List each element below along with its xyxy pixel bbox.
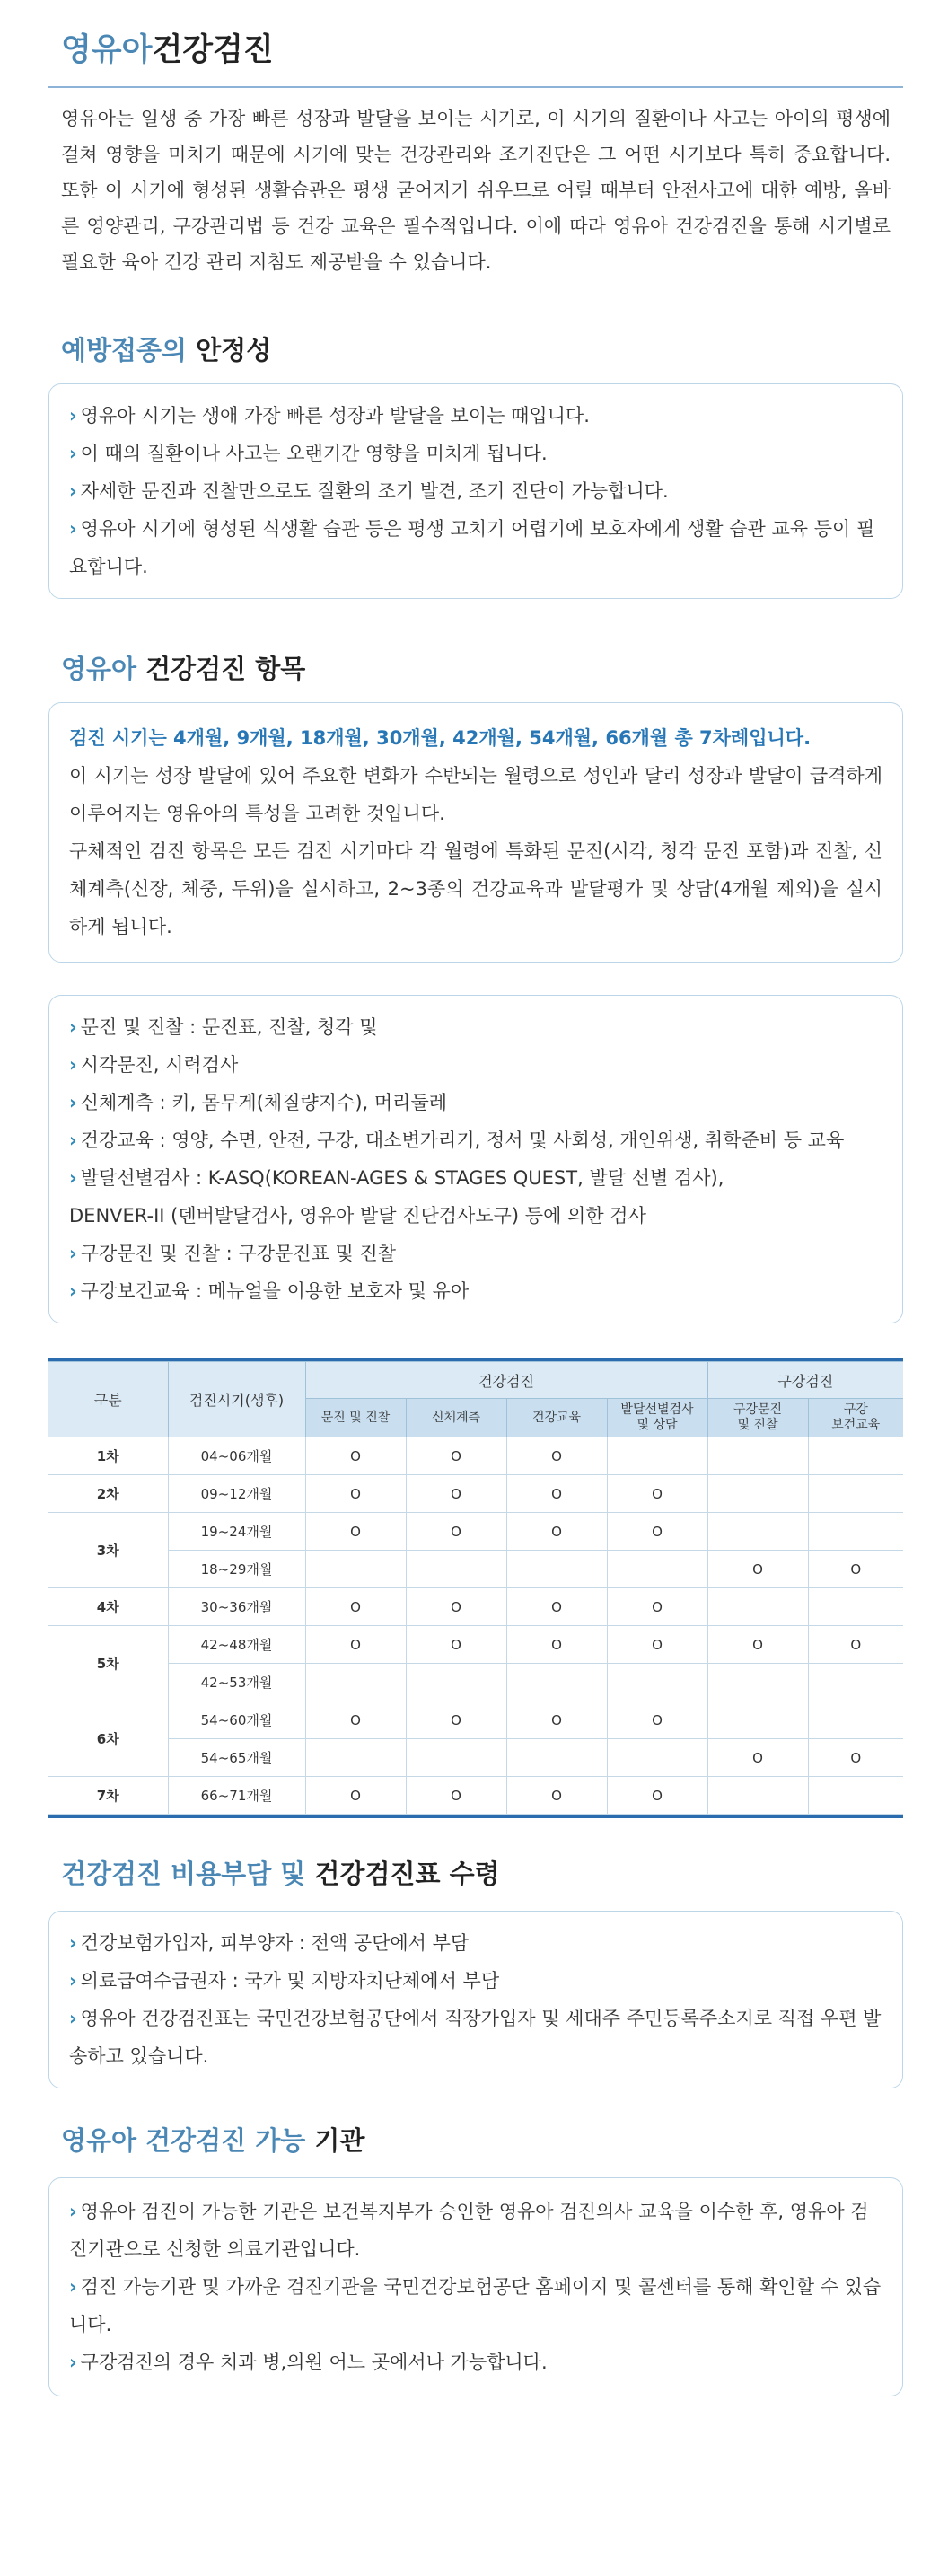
checkmark-cell: O bbox=[506, 1701, 607, 1739]
period-cell: 54~60개월 bbox=[168, 1701, 305, 1739]
checkmark-cell: O bbox=[305, 1777, 406, 1815]
intro-paragraph: 영유아는 일생 중 가장 빠른 성장과 발달을 보이는 시기로, 이 시기의 질환이나 사고는 아이의 평생에 걸쳐 영향을 미치기 때문에 시기에 맞는 건강관리와 조기진단은 그 어떤 시기보다 특히 중요합니다. 또한 이 시기에 형성된 생활습관은 평생 굳어지기 쉬우므로 어릴 때부터 안전사고에 대한 예방, 올바른 영양관리, 구강관리법 등 건강 교육은 필수적입니다. 이에 따라 영유아 건강검진을 통해 시기별로 필요한 육아 건강 관리 지침도 제공받을 수 있습니다. bbox=[61, 108, 891, 273]
empty-cell bbox=[808, 1664, 903, 1701]
subheader-cell: 건강교육 bbox=[506, 1399, 607, 1437]
chevron-right-icon: › bbox=[69, 1016, 77, 1038]
empty-cell bbox=[707, 1664, 808, 1701]
checkmark-cell: O bbox=[607, 1475, 707, 1513]
empty-cell bbox=[305, 1739, 406, 1777]
chevron-right-icon: › bbox=[69, 2276, 77, 2298]
list-item-text: 건강교육 : 영양, 수면, 안전, 구강, 대소변가리기, 정서 및 사회성, 개인위생, 취학준비 등 교육 bbox=[80, 1130, 845, 1151]
chevron-right-icon: › bbox=[69, 1970, 77, 1991]
period-cell: 04~06개월 bbox=[168, 1437, 305, 1475]
list-item-text: 시각문진, 시력검사 bbox=[80, 1054, 239, 1076]
header-period: 검진시기(생후) bbox=[168, 1362, 305, 1437]
round-cell: 4차 bbox=[48, 1588, 168, 1626]
title-dark: 건강검진 bbox=[152, 32, 274, 68]
checkmark-cell: O bbox=[506, 1513, 607, 1551]
checkmark-cell: O bbox=[506, 1437, 607, 1475]
list-item-text: 영유아 시기는 생애 가장 빠른 성장과 발달을 보이는 때입니다. bbox=[80, 405, 590, 426]
list-item bbox=[69, 1962, 882, 2000]
chevron-right-icon: › bbox=[69, 1243, 77, 1264]
checkmark-cell: O bbox=[305, 1701, 406, 1739]
table-row bbox=[48, 1664, 903, 1701]
round-cell: 1차 bbox=[48, 1437, 168, 1475]
table-row bbox=[48, 1626, 903, 1664]
empty-cell bbox=[305, 1551, 406, 1588]
list-item-text: 영유아 시기에 형성된 식생활 습관 등은 평생 고치기 어렵기에 보호자에게 생활 습관 교육 등이 필요합니다. bbox=[69, 518, 875, 577]
checkmark-cell: O bbox=[305, 1513, 406, 1551]
table-row bbox=[48, 1701, 903, 1739]
chevron-right-icon: › bbox=[69, 1932, 77, 1954]
empty-cell bbox=[607, 1739, 707, 1777]
section-title-dark: 건강검진 항목 bbox=[145, 654, 306, 684]
checkmark-cell: O bbox=[808, 1739, 903, 1777]
period-cell: 09~12개월 bbox=[168, 1475, 305, 1513]
checkmark-cell: O bbox=[607, 1701, 707, 1739]
empty-cell bbox=[607, 1664, 707, 1701]
list-item-text: 구강문진 및 진찰 : 구강문진표 및 진찰 bbox=[80, 1243, 397, 1264]
checkmark-cell: O bbox=[506, 1588, 607, 1626]
list-item bbox=[69, 2343, 882, 2381]
subheader-cell: 구강문진 및 진찰 bbox=[707, 1399, 808, 1437]
empty-cell bbox=[406, 1739, 506, 1777]
list-item-text: 건강보험가입자, 피부양자 : 전액 공단에서 부담 bbox=[80, 1932, 470, 1954]
empty-cell bbox=[808, 1777, 903, 1815]
checkmark-cell: O bbox=[305, 1475, 406, 1513]
checkup-schedule-highlight: 검진 시기는 4개월, 9개월, 18개월, 30개월, 42개월, 54개월, 66개월 총 7차례입니다. bbox=[69, 727, 812, 749]
section-title-blue: 건강검진 비용부담 및 bbox=[61, 1859, 315, 1889]
checkmark-cell: O bbox=[607, 1626, 707, 1664]
period-cell: 18~29개월 bbox=[168, 1551, 305, 1588]
period-cell: 42~48개월 bbox=[168, 1626, 305, 1664]
checkmark-cell: O bbox=[808, 1551, 903, 1588]
list-item bbox=[69, 1084, 882, 1121]
empty-cell bbox=[406, 1664, 506, 1701]
checkmark-cell: O bbox=[707, 1551, 808, 1588]
empty-cell bbox=[707, 1701, 808, 1739]
checkmark-cell: O bbox=[305, 1588, 406, 1626]
checkup-schedule-table bbox=[48, 1361, 903, 1815]
checkup-paragraph: 구체적인 검진 항목은 모든 검진 시기마다 각 월령에 특화된 문진(시각, 청각 문진 포함)과 진찰, 신체계측(신장, 체중, 두위)을 실시하고, 2~3종의 건강교육과 발달평가 및 상담(4개월 제외)을 실시하게 됩니다. bbox=[69, 840, 882, 937]
section-title-cost bbox=[48, 1854, 903, 1891]
chevron-right-icon: › bbox=[69, 1054, 77, 1076]
list-item bbox=[69, 1159, 882, 1197]
table-row bbox=[48, 1588, 903, 1626]
list-item bbox=[69, 1008, 882, 1046]
section-title-dark: 안정성 bbox=[196, 335, 272, 365]
checkmark-cell: O bbox=[406, 1437, 506, 1475]
cost-box bbox=[48, 1911, 903, 2088]
checkup-schedule-table-wrapper bbox=[48, 1358, 903, 1818]
checkmark-cell: O bbox=[406, 1701, 506, 1739]
list-item-text: 이 때의 질환이나 사고는 오랜기간 영향을 미치게 됩니다. bbox=[80, 443, 548, 464]
subheader-cell: 신체계측 bbox=[406, 1399, 506, 1437]
checkmark-cell: O bbox=[808, 1626, 903, 1664]
empty-cell bbox=[808, 1513, 903, 1551]
list-item bbox=[69, 1046, 882, 1084]
checkmark-cell: O bbox=[406, 1777, 506, 1815]
subheader-cell: 발달선별검사 및 상담 bbox=[607, 1399, 707, 1437]
empty-cell bbox=[506, 1739, 607, 1777]
table-row bbox=[48, 1551, 903, 1588]
list-item-text: DENVER-II (덴버발달검사, 영유아 발달 진단검사도구) 등에 의한 검사 bbox=[69, 1205, 646, 1226]
list-item-text: 의료급여수급권자 : 국가 및 지방자치단체에서 부담 bbox=[80, 1970, 500, 1991]
round-cell: 7차 bbox=[48, 1777, 168, 1815]
list-item bbox=[69, 397, 882, 435]
empty-cell bbox=[808, 1588, 903, 1626]
list-item-text: 문진 및 진찰 : 문진표, 진찰, 청각 및 bbox=[80, 1016, 378, 1038]
section-title-dark: 기관 bbox=[314, 2125, 365, 2156]
empty-cell bbox=[406, 1551, 506, 1588]
empty-cell bbox=[506, 1664, 607, 1701]
list-item-text: 구강보건교육 : 메뉴얼을 이용한 보호자 및 유아 bbox=[80, 1280, 470, 1302]
empty-cell bbox=[707, 1588, 808, 1626]
checkmark-cell: O bbox=[607, 1588, 707, 1626]
list-item bbox=[69, 1121, 882, 1159]
list-item bbox=[69, 2000, 882, 2075]
list-item-text: 자세한 문진과 진찰만으로도 질환의 조기 발견, 조기 진단이 가능합니다. bbox=[80, 480, 669, 502]
empty-cell bbox=[707, 1437, 808, 1475]
table-row bbox=[48, 1475, 903, 1513]
checkmark-cell: O bbox=[305, 1626, 406, 1664]
empty-cell bbox=[808, 1437, 903, 1475]
checkmark-cell: O bbox=[506, 1777, 607, 1815]
empty-cell bbox=[707, 1475, 808, 1513]
subheader-cell: 구강 보건교육 bbox=[808, 1399, 903, 1437]
table-row bbox=[48, 1513, 903, 1551]
checkmark-cell: O bbox=[406, 1588, 506, 1626]
checkup-schedule-box bbox=[48, 702, 903, 963]
checkmark-cell: O bbox=[305, 1437, 406, 1475]
list-item-continued bbox=[69, 1197, 882, 1235]
institutions-box bbox=[48, 2177, 903, 2396]
chevron-right-icon: › bbox=[69, 405, 77, 426]
section-title-institutions bbox=[48, 2121, 903, 2158]
chevron-right-icon: › bbox=[69, 2352, 77, 2373]
checkmark-cell: O bbox=[707, 1626, 808, 1664]
section-title-checkup-items bbox=[48, 649, 903, 686]
empty-cell bbox=[506, 1551, 607, 1588]
list-item-text: 구강검진의 경우 치과 병,의원 어느 곳에서나 가능합니다. bbox=[80, 2352, 548, 2373]
round-cell: 2차 bbox=[48, 1475, 168, 1513]
checkup-paragraph: 이 시기는 성장 발달에 있어 주요한 변화가 수반되는 월령으로 성인과 달리 성장과 발달이 급격하게 이루어지는 영유아의 특성을 고려한 것입니다. bbox=[69, 765, 882, 824]
header-oral-checkup: 구강검진 bbox=[707, 1362, 903, 1399]
empty-cell bbox=[808, 1475, 903, 1513]
chevron-right-icon: › bbox=[69, 518, 77, 540]
section-title-blue: 예방접종의 bbox=[61, 335, 197, 365]
empty-cell bbox=[707, 1513, 808, 1551]
list-item bbox=[69, 1272, 882, 1310]
chevron-right-icon: › bbox=[69, 443, 77, 464]
checkmark-cell: O bbox=[506, 1626, 607, 1664]
checkmark-cell: O bbox=[406, 1513, 506, 1551]
checkmark-cell: O bbox=[406, 1475, 506, 1513]
empty-cell bbox=[607, 1437, 707, 1475]
section-title-blue: 영유아 건강검진 가능 bbox=[61, 2125, 315, 2156]
chevron-right-icon: › bbox=[69, 1280, 77, 1302]
checkup-items-box bbox=[48, 995, 903, 1323]
list-item-text: 영유아 검진이 가능한 기관은 보건복지부가 승인한 영유아 검진의사 교육을 이수한 후, 영유아 검진기관으로 신청한 의료기관입니다. bbox=[69, 2201, 869, 2260]
list-item-text: 발달선별검사 : K-ASQ(KOREAN-AGES & STAGES QUEST, 발달 선별 검사), bbox=[80, 1167, 724, 1189]
empty-cell bbox=[808, 1701, 903, 1739]
list-item bbox=[69, 510, 882, 585]
chevron-right-icon: › bbox=[69, 2201, 77, 2222]
period-cell: 19~24개월 bbox=[168, 1513, 305, 1551]
list-item bbox=[69, 435, 882, 472]
header-health-checkup: 건강검진 bbox=[305, 1362, 707, 1399]
vaccination-box bbox=[48, 383, 903, 599]
chevron-right-icon: › bbox=[69, 1092, 77, 1113]
list-item-text: 검진 가능기관 및 가까운 검진기관을 국민건강보험공단 홈페이지 및 콜센터를 통해 확인할 수 있습니다. bbox=[69, 2276, 882, 2335]
section-title-blue: 영유아 bbox=[61, 654, 146, 684]
table-row bbox=[48, 1437, 903, 1475]
checkmark-cell: O bbox=[506, 1475, 607, 1513]
empty-cell bbox=[305, 1664, 406, 1701]
title-blue: 영유아 bbox=[61, 32, 153, 68]
list-item bbox=[69, 2193, 882, 2268]
chevron-right-icon: › bbox=[69, 1130, 77, 1151]
section-title-dark: 건강검진표 수령 bbox=[314, 1859, 500, 1889]
chevron-right-icon: › bbox=[69, 1167, 77, 1189]
checkmark-cell: O bbox=[607, 1777, 707, 1815]
list-item bbox=[69, 1924, 882, 1962]
section-title-vaccination bbox=[48, 330, 903, 367]
table-row bbox=[48, 1777, 903, 1815]
checkmark-cell: O bbox=[707, 1739, 808, 1777]
empty-cell bbox=[607, 1551, 707, 1588]
empty-cell bbox=[707, 1777, 808, 1815]
round-cell: 5차 bbox=[48, 1626, 168, 1701]
period-cell: 30~36개월 bbox=[168, 1588, 305, 1626]
round-cell: 3차 bbox=[48, 1513, 168, 1588]
page-title bbox=[48, 0, 903, 88]
list-item-text: 영유아 건강검진표는 국민건강보험공단에서 직장가입자 및 세대주 주민등록주소지로 직접 우편 발송하고 있습니다. bbox=[69, 2008, 882, 2067]
chevron-right-icon: › bbox=[69, 2008, 77, 2029]
list-item-text: 신체계측 : 키, 몸무게(체질량지수), 머리둘레 bbox=[80, 1092, 448, 1113]
list-item bbox=[69, 472, 882, 510]
subheader-cell: 문진 및 진찰 bbox=[305, 1399, 406, 1437]
period-cell: 66~71개월 bbox=[168, 1777, 305, 1815]
list-item bbox=[69, 2268, 882, 2343]
round-cell: 6차 bbox=[48, 1701, 168, 1777]
period-cell: 42~53개월 bbox=[168, 1664, 305, 1701]
chevron-right-icon: › bbox=[69, 480, 77, 502]
checkmark-cell: O bbox=[607, 1513, 707, 1551]
header-gubun: 구분 bbox=[48, 1362, 168, 1437]
list-item bbox=[69, 1235, 882, 1272]
table-row bbox=[48, 1739, 903, 1777]
period-cell: 54~65개월 bbox=[168, 1739, 305, 1777]
checkmark-cell: O bbox=[406, 1626, 506, 1664]
